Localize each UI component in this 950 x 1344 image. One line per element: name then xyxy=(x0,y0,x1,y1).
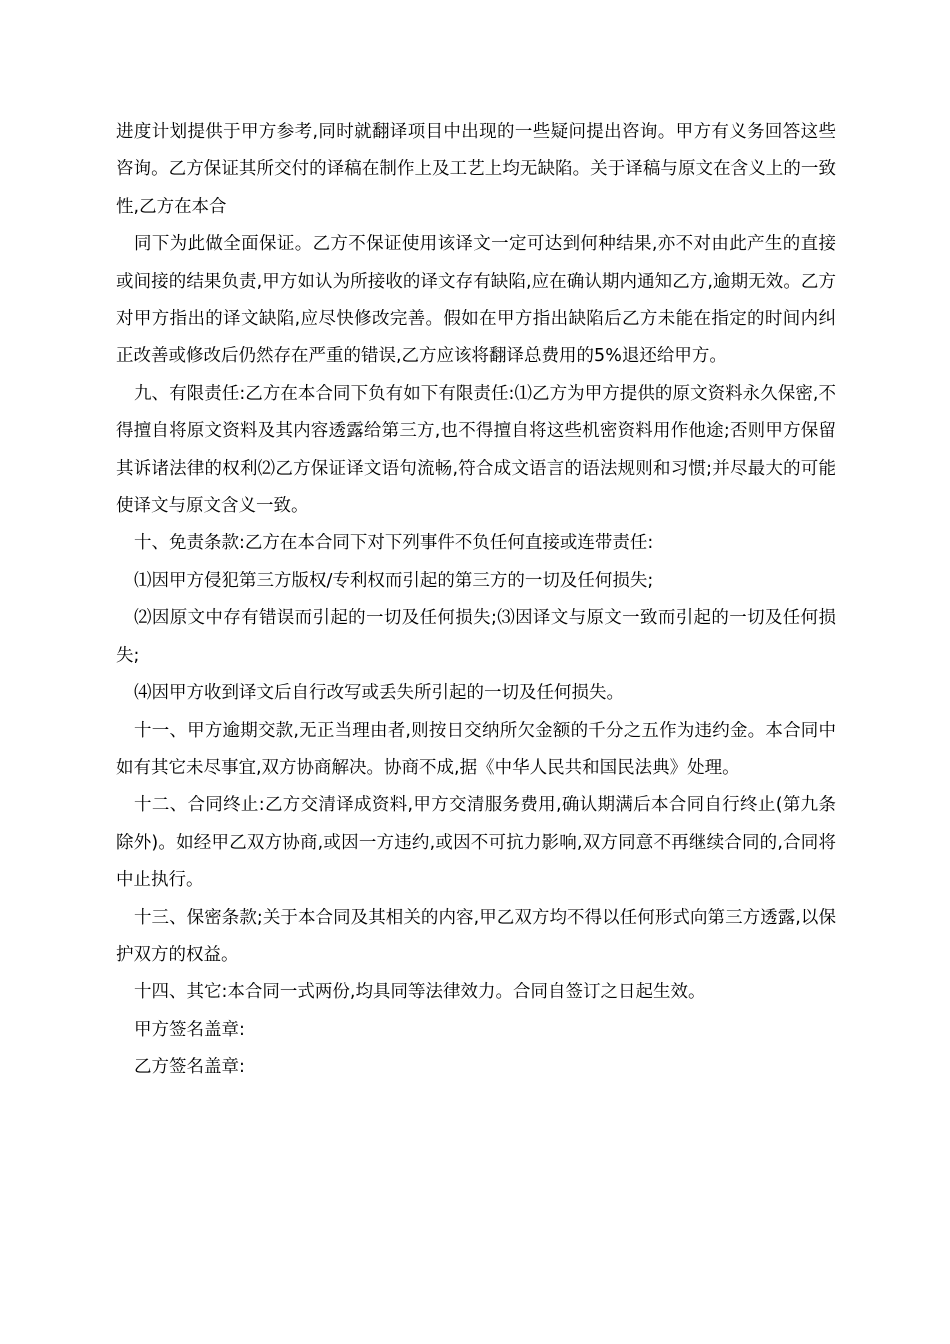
party-a-signature-line: 甲方签名盖章: xyxy=(134,1019,245,1040)
paragraph-limited-liability: 九、有限责任:乙方在本合同下负有如下有限责任:⑴乙方为甲方提供的原文资料永久保密,不得擅自将原文资料及其内容透露给第三方,也不得擅自将这些机密资料用作他途;否则甲方保留其诉诸法律的权利⑵乙方保证译文语句流畅,符合成文语言的语法规则和习惯;并尽最大的可能使译文与原文含义一致。 xyxy=(116,383,836,517)
paragraph-disclaimer-item-1: ⑴因甲方侵犯第三方版权/专利权而引起的第三方的一切及任何损失; xyxy=(134,570,654,591)
paragraph-termination: 十二、合同终止:乙方交清译成资料,甲方交清服务费用,确认期满后本合同自行终止(第九条除外)。如经甲乙双方协商,或因一方违约,或因不可抗力影响,双方同意不再继续合同的,合同将中止执行。 xyxy=(116,795,836,891)
paragraph-progress-plan: 进度计划提供于甲方参考,同时就翻译项目中出现的一些疑问提出咨询。甲方有义务回答这些咨询。乙方保证其所交付的译稿在制作上及工艺上均无缺陷。关于译稿与原文在含义上的一致性,乙方在本合 xyxy=(116,122,836,217)
paragraph-disclaimer-heading: 十、免责条款:乙方在本合同下对下列事件不负任何直接或连带责任: xyxy=(134,533,654,554)
paragraph-other: 十四、其它:本合同一式两份,均具同等法律效力。合同自签订之日起生效。 xyxy=(134,982,706,1003)
paragraph-confidentiality: 十三、保密条款;关于本合同及其相关的内容,甲乙双方均不得以任何形式向第三方透露,以保护双方的权益。 xyxy=(116,907,836,965)
paragraph-disclaimer-item-4: ⑷因甲方收到译文后自行改写或丢失所引起的一切及任何损失。 xyxy=(134,683,624,704)
document-body xyxy=(116,114,836,1087)
party-b-signature-line: 乙方签名盖章: xyxy=(134,1057,245,1078)
paragraph-disclaimer-item-2-3: ⑵因原文中存有错误而引起的一切及任何损失;⑶因译文与原文一致而引起的一切及任何损失; xyxy=(116,608,836,666)
paragraph-late-payment: 十一、甲方逾期交款,无正当理由者,则按日交纳所欠金额的千分之五作为违约金。本合同中如有其它未尽事宜,双方协商解决。协商不成,据《中华人民共和国民法典》处理。 xyxy=(116,720,836,778)
paragraph-guarantee: 同下为此做全面保证。乙方不保证使用该译文一定可达到何种结果,亦不对由此产生的直接或间接的结果负责,甲方如认为所接收的译文存有缺陷,应在确认期内通知乙方,逾期无效。乙方对甲方指出的译文缺陷,应尽快修改完善。假如在甲方指出缺陷后乙方未能在指定的时间内纠正改善或修改后仍然存在严重的错误,乙方应该将翻译总费用的5%退还给甲方。 xyxy=(116,234,836,367)
